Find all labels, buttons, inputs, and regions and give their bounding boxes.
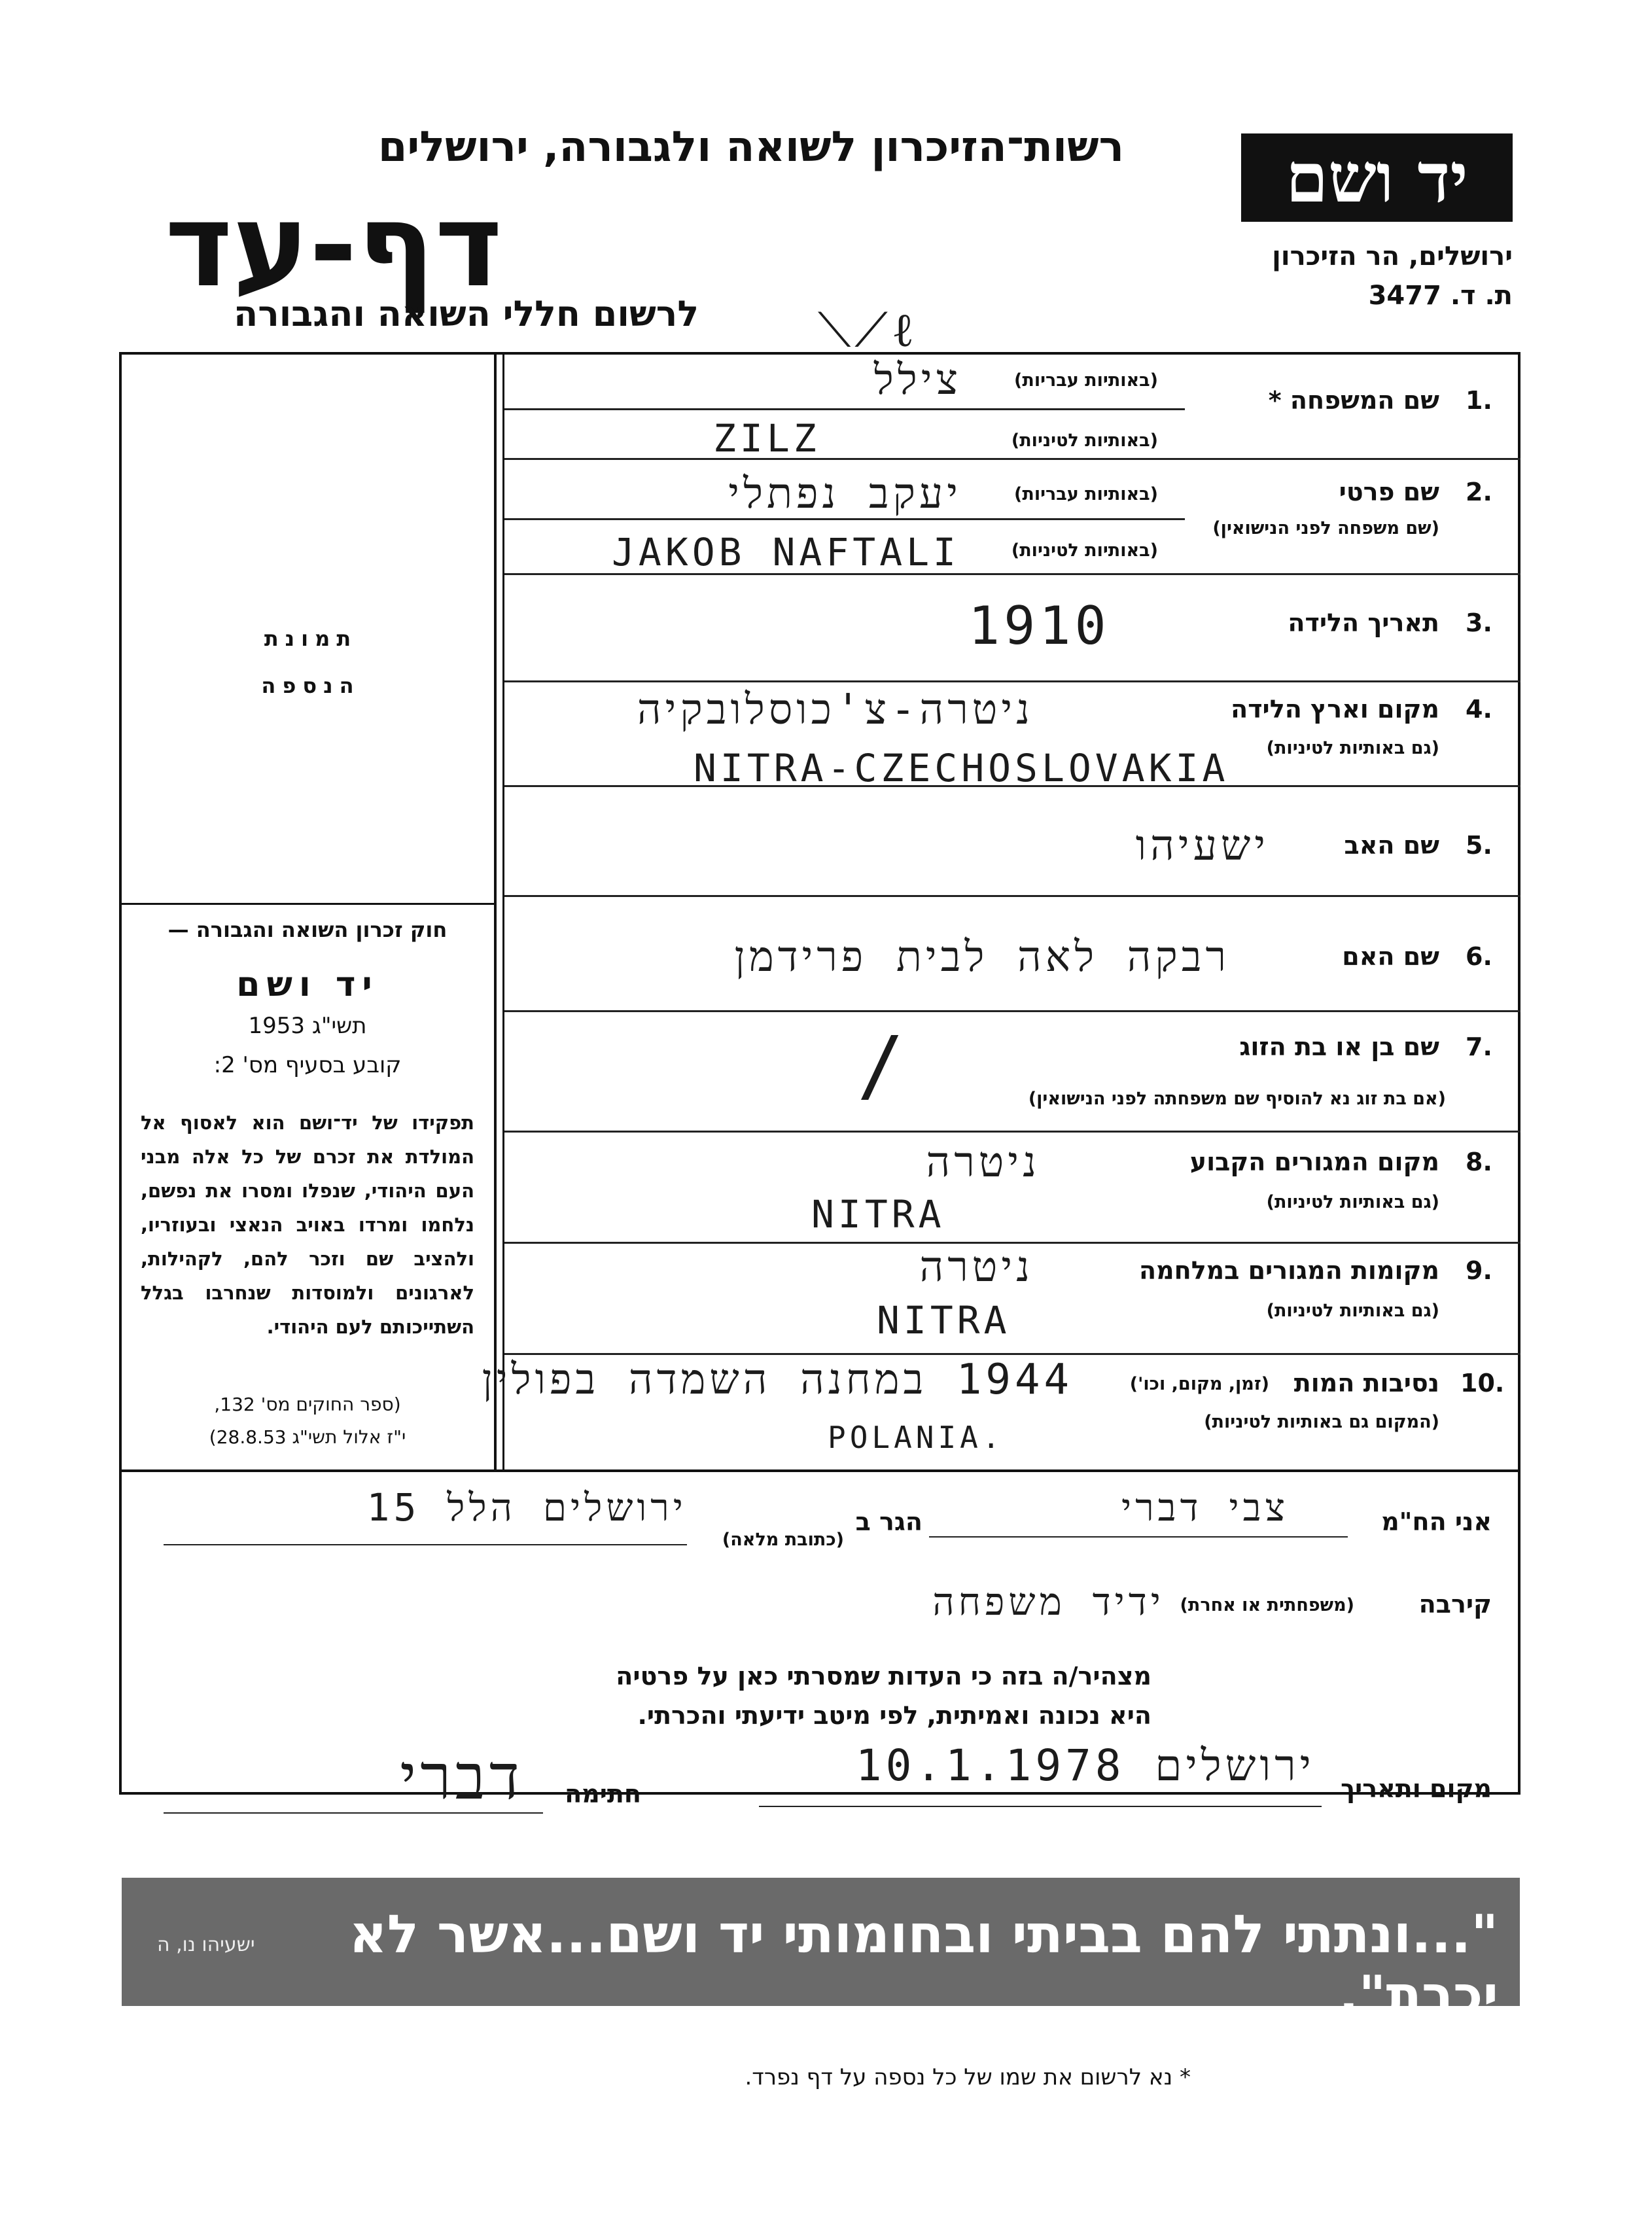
- handwritten-mark: ⟍⟋ℓ: [818, 302, 919, 357]
- signature-label: חתימה: [565, 1780, 641, 1808]
- page-title: דף-עד: [165, 179, 502, 313]
- row-separator: [504, 458, 1520, 460]
- photo-placeholder: [249, 615, 373, 709]
- law-year: תשי"ג 1953: [248, 1013, 367, 1039]
- section-divider: [119, 1469, 1520, 1472]
- field-5-value: ישעיהו: [1135, 822, 1269, 870]
- field-2-lat-value: JAKOB NAFTALI: [612, 530, 960, 574]
- field-8-sub: (גם באותיות לטיניות): [1266, 1192, 1439, 1212]
- field-9-label: מקומות המגורים במלחמה: [1138, 1256, 1439, 1285]
- field-10-label: נסיבות המות: [1293, 1369, 1439, 1398]
- field-8-number: 8.: [1466, 1148, 1492, 1176]
- field-2-heb-line: [504, 518, 1185, 520]
- field-10-lat-value: POLANIA.: [828, 1420, 1004, 1455]
- column-divider: [494, 352, 497, 1471]
- field-2-label: שם פרטי: [1339, 478, 1439, 506]
- row-separator: [504, 1010, 1520, 1012]
- field-4-label: מקום וארץ הלידה: [1231, 695, 1439, 724]
- field-3-label: תאריך הלידה: [1288, 608, 1439, 637]
- place-date-line: [759, 1806, 1322, 1807]
- field-1-number: 1.: [1466, 386, 1492, 415]
- field-10-sub: (המקום גם באותיות לטיניות): [1204, 1412, 1439, 1432]
- declarant-relation-value: ידיד משפחה: [932, 1579, 1165, 1624]
- field-5-number: 5.: [1466, 831, 1492, 860]
- field-4-sub: (גם באותיות לטיניות): [1266, 738, 1439, 758]
- declarant-name-value: צבי דברי: [1121, 1485, 1289, 1530]
- field-4-lat-value: NITRA-CZECHOSLOVAKIA: [694, 746, 1229, 790]
- field-4-number: 4.: [1466, 695, 1492, 724]
- declarant-address-hint: (כתובת מלאה): [722, 1530, 844, 1550]
- field-9-heb-value: ניטרה: [919, 1243, 1034, 1292]
- field-2-sub: (שם משפחה לפני הנישואין): [1212, 518, 1439, 538]
- banner-source: ישעיהו נו, ה: [157, 1933, 255, 1956]
- field-1-heb-value: צילל: [873, 356, 962, 404]
- field-7-number: 7.: [1466, 1032, 1492, 1061]
- field-9-number: 9.: [1466, 1256, 1492, 1285]
- field-1-label: שם המשפחה *: [1268, 386, 1439, 415]
- field-6-label: שם האם: [1342, 942, 1439, 971]
- field-3-number: 3.: [1466, 608, 1492, 637]
- law-title: חוק זכרון השואה והגבורה —: [167, 917, 448, 942]
- row-separator: [504, 680, 1520, 682]
- logo-pobox: ת. ד. 3477: [1368, 281, 1513, 311]
- declarant-relation-label: קירבה: [1418, 1590, 1492, 1619]
- field-3-value: 1910: [968, 595, 1110, 656]
- left-column-divider: [119, 903, 495, 905]
- footnote: * נא לרשום את שמו של כל נספה על דף נפרד.: [745, 2064, 1191, 2090]
- law-section: קובע בסעיף מס' 2:: [213, 1052, 402, 1078]
- field-7-value: /: [857, 1021, 909, 1112]
- yad-vashem-logo: יד ושם: [1241, 133, 1513, 222]
- banner-quote: "...ונתתי להם בביתי ובחומותי יד ושם...אשר לא יכרת".: [349, 1904, 1498, 2026]
- page-subtitle: לרשום חללי השואה והגבורה: [234, 293, 699, 334]
- field-6-number: 6.: [1466, 942, 1492, 971]
- field-4-heb-value: ניטרה-צ'כוסלובקיה: [637, 686, 1034, 734]
- field-9-sub: (גם באותיות לטיניות): [1266, 1301, 1439, 1321]
- place-date-value: ירושלים 10.1.1978: [855, 1740, 1315, 1791]
- declaration-line-2: היא נכונה ואמיתית, לפי מיטב ידיעתי והכרתי.: [637, 1701, 1151, 1730]
- field-2-number: 2.: [1466, 478, 1492, 506]
- row-separator: [504, 1131, 1520, 1133]
- signature: דברי: [400, 1740, 523, 1814]
- field-10-hint: (זמן, מקום, וכו'): [1129, 1374, 1269, 1394]
- photo-label-line1: תמונת: [264, 626, 358, 651]
- field-1-lat-value: ZILZ: [713, 416, 820, 461]
- declarant-relation-hint: (משפחתית או אחרת): [1180, 1595, 1354, 1615]
- declaration-line-1: מצהיר/ה בזה כי העדות שמסרתי כאן על פרטיה: [616, 1662, 1151, 1691]
- field-10-number: 10.: [1460, 1369, 1505, 1398]
- authority-name: רשות־הזיכרון לשואה ולגבורה, ירושלים: [378, 123, 1124, 171]
- field-7-sub: (אם בת זוג נא להוסיף שם משפחתה לפני הנישואין): [1028, 1089, 1446, 1109]
- declarant-address-label: הגר ב: [855, 1507, 923, 1536]
- declarant-address-line: [164, 1544, 687, 1545]
- field-1-lat-hint: (באותיות לטיניות): [1011, 431, 1158, 451]
- declarant-name-line: [929, 1536, 1348, 1538]
- field-7-label: שם בן או בת הזוג: [1239, 1032, 1439, 1061]
- row-separator: [504, 1353, 1520, 1355]
- logo-address-line: ירושלים, הר הזיכרון: [1272, 241, 1513, 272]
- field-10-heb-value: 1944 במחנה השמדה בפולין: [482, 1356, 1073, 1404]
- photo-label-line2: הנספה: [261, 673, 360, 698]
- field-2-lat-hint: (באותיות לטיניות): [1011, 540, 1158, 561]
- field-8-label: מקום המגורים הקבוע: [1189, 1148, 1439, 1176]
- row-separator: [504, 895, 1520, 897]
- law-name: יד ושם: [236, 965, 379, 1004]
- declarant-address-value: ירושלים הלל 15: [366, 1485, 687, 1530]
- field-2-heb-value: יעקב נפתלי: [728, 470, 962, 518]
- field-6-value: רבקה לאה לבית פרידמן: [734, 933, 1230, 981]
- place-date-label: מקום ותאריך: [1341, 1774, 1492, 1803]
- field-5-label: שם האב: [1344, 831, 1439, 860]
- law-reference: (ספר החוקים מס' 132,: [214, 1394, 401, 1415]
- field-8-heb-value: ניטרה: [926, 1138, 1040, 1187]
- logo-address: [1210, 237, 1513, 315]
- field-1-heb-line: [504, 408, 1185, 410]
- declarant-name-label: אני הח"מ: [1381, 1507, 1492, 1536]
- field-8-lat-value: NITRA: [811, 1192, 945, 1237]
- law-reference-date: י"ז אלול תשי"ג 28.8.53): [209, 1426, 406, 1448]
- field-1-heb-hint: (באותיות עבריות): [1014, 370, 1158, 391]
- law-text: תפקידו של יד־ושם הוא לאסוף אל המולדת את זכרם של כל אלה מבני העם היהודי, שנפלו ומסרו את נפשם, נלחמו ומרדו באויב הנאצי ובעוזריו, ולהציב שם וזכר להם, לקהילות, לארגונים ולמוסדות שנחרבו בגלל השתייכותם לעם היהודי.: [141, 1112, 474, 1338]
- field-2-heb-hint: (באותיות עבריות): [1014, 484, 1158, 504]
- field-9-lat-value: NITRA: [877, 1298, 1011, 1343]
